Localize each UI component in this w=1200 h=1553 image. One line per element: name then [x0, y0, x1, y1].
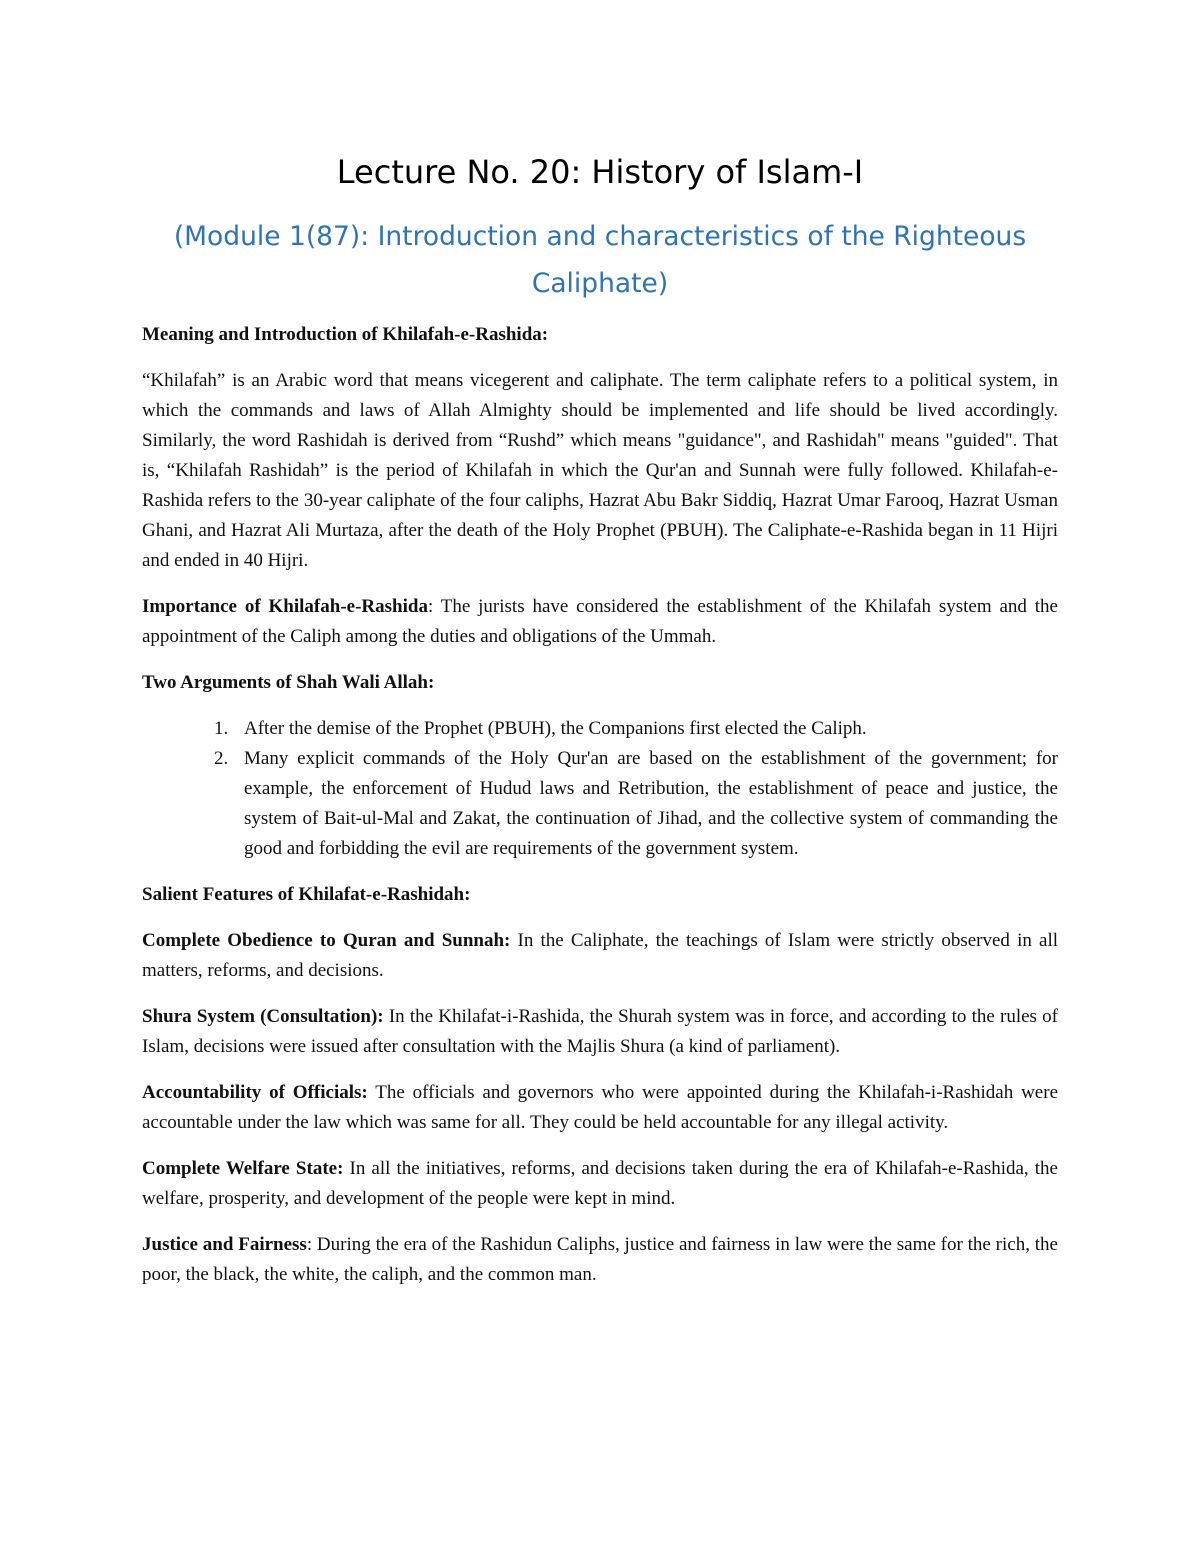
feature-label: Accountability of Officials: [142, 1082, 368, 1103]
meaning-heading: Meaning and Introduction of Khilafah-e-Rashida: [142, 324, 549, 345]
importance-label: Importance of Khilafah-e-Rashida [142, 596, 428, 617]
meaning-paragraph: “Khilafah” is an Arabic word that means vicegerent and caliphate. The term caliphate refers to a political system, in which the commands and laws of Allah Almighty should be implemented and life should be lived accordingly. Similarly, the word Rashidah is derived from “Rushd” which means "guidance", and Rashidah" means "guided". That is, “Khilafah Rashidah” is the period of Khilafah in which the Qur'an and Sunnah were fully followed. Khilafah-e-Rashida refers to the 30-year caliphate of the four caliphs, Hazrat Abu Bakr Siddiq, Hazrat Umar Farooq, Hazrat Usman Ghani, and Hazrat Ali Murtaza, after the death of the Holy Prophet (PBUH). The Caliphate-e-Rashida began in 11 Hijri and ended in 40 Hijri. [142, 370, 1058, 571]
list-item [142, 744, 1058, 864]
feature-label: Justice and Fairness [142, 1234, 307, 1255]
feature-paragraph [142, 1002, 1058, 1062]
list-number: 1. [214, 718, 229, 739]
feature-paragraph [142, 926, 1058, 986]
arguments-list [142, 714, 1058, 864]
feature-label: Complete Welfare State: [142, 1158, 344, 1179]
feature-text: In all the initiatives, reforms, and decisions taken during the era of Khilafah-e-Rashida, the welfare, prosperity, and development of the people were kept in mind. [142, 1158, 1058, 1209]
feature-label: Complete Obedience to Quran and Sunnah: [142, 930, 511, 951]
features-heading: Salient Features of Khilafat-e-Rashidah: [142, 884, 471, 905]
feature-paragraph [142, 1078, 1058, 1138]
feature-paragraph [142, 1230, 1058, 1290]
importance-paragraph [142, 592, 1058, 652]
list-item [142, 714, 1058, 744]
feature-text: The officials and governors who were appointed during the Khilafah-i-Rashidah were accountable under the law which was same for all. They could be held accountable for any illegal activity. [142, 1082, 1058, 1133]
feature-text: In the Caliphate, the teachings of Islam were strictly observed in all matters, reforms, and decisions. [142, 930, 1059, 981]
list-item-text: Many explicit commands of the Holy Qur'an are based on the establishment of the government; for example, the enforcement of Hudud laws and Retribution, the establishment of peace and justice, the system of Bait-ul-Mal and Zakat, the continuation of Jihad, and the collective system of commanding the good and forbidding the evil are requirements of the government system. [244, 748, 1058, 859]
document-body [142, 320, 1058, 1306]
feature-paragraph [142, 1154, 1058, 1214]
list-number: 2. [214, 748, 229, 769]
arguments-heading: Two Arguments of Shah Wali Allah: [142, 672, 435, 693]
importance-text: : The jurists have considered the establishment of the Khilafah system and the appointment of the Caliph among the duties and obligations of the Ummah. [142, 596, 1058, 647]
module-subtitle: (Module 1(87): Introduction and characteristics of the Righteous Caliphate) [173, 221, 1027, 299]
feature-text: In the Khilafat-i-Rashida, the Shurah system was in force, and according to the rules of Islam, decisions were issued after consultation with the Majlis Shura (a kind of parliament). [142, 1006, 1058, 1057]
list-item-text: After the demise of the Prophet (PBUH), the Companions first elected the Caliph. [244, 718, 867, 739]
feature-text: : During the era of the Rashidun Caliphs, justice and fairness in law were the same for the rich, the poor, the black, the white, the caliph, and the common man. [142, 1234, 1058, 1285]
lecture-title: Lecture No. 20: History of Islam-I [336, 153, 864, 191]
feature-label: Shura System (Consultation): [142, 1006, 384, 1027]
